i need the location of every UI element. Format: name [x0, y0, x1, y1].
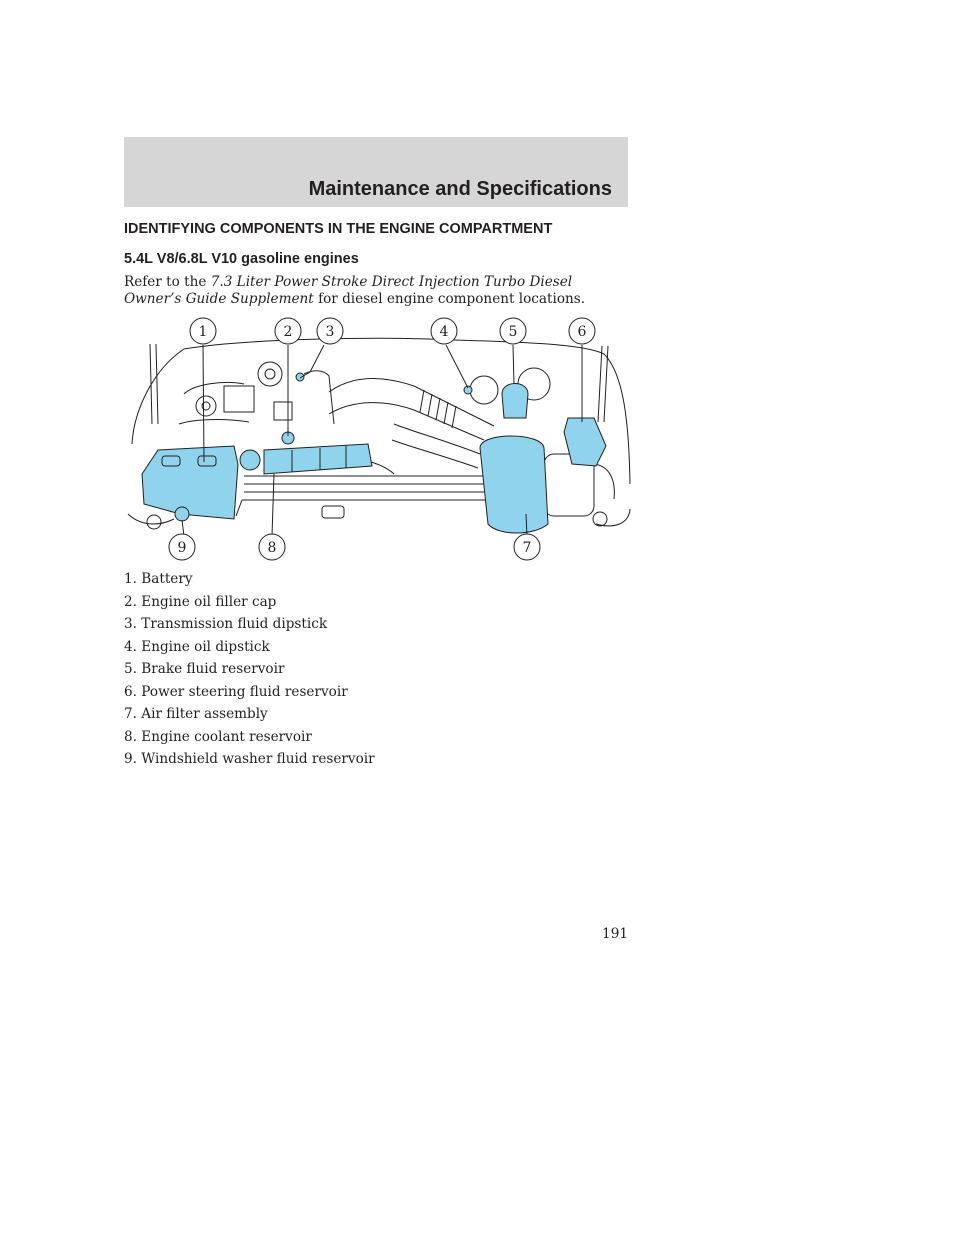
callout-7-label: 7 [522, 540, 532, 556]
page-section-title: Maintenance and Specifications [308, 178, 612, 200]
legend-item: 8. Engine coolant reservoir [124, 728, 312, 745]
callout-8-label: 8 [267, 540, 277, 556]
coolant-cap-highlight [240, 450, 260, 470]
callout-5-label: 5 [508, 324, 518, 340]
intro-paragraph [124, 274, 628, 308]
legend-item: 7. Air filter assembly [124, 706, 268, 722]
legend-item: 6. Power steering fluid reservoir [124, 683, 348, 700]
legend-item: 9. Windshield washer fluid reservoir [124, 751, 375, 767]
callout-3-label: 3 [325, 324, 335, 340]
intro-supplement-title: 7.3 Liter Power Stroke Direct Injection Turbo Diesel Owner’s Guide Supplement [124, 274, 573, 307]
header-band [124, 137, 628, 207]
intro-text-end: for diesel engine component locations. [313, 291, 586, 307]
sub-heading: 5.4L V8/6.8L V10 gasoline engines [124, 251, 359, 267]
legend-item: 1. Battery [124, 571, 193, 587]
brake-reservoir-highlight [502, 384, 528, 419]
battery-highlight [142, 446, 238, 519]
coolant-reservoir-highlight [264, 444, 372, 474]
transmission-dipstick-highlight [296, 373, 304, 381]
legend-item: 4. Engine oil dipstick [124, 638, 270, 655]
engine-compartment-illustration [124, 314, 632, 566]
page-number: 191 [602, 926, 628, 942]
air-filter-highlight [480, 436, 548, 533]
legend-item: 3. Transmission fluid dipstick [124, 616, 328, 632]
callout-6-label: 6 [577, 324, 587, 340]
legend-item: 2. Engine oil filler cap [124, 593, 277, 610]
callout-9-label: 9 [177, 540, 187, 556]
intro-text-start: Refer to the [124, 274, 211, 290]
callout-2-label: 2 [283, 324, 293, 340]
section-heading: IDENTIFYING COMPONENTS IN THE ENGINE COMPARTMENT [124, 221, 553, 237]
component-legend [124, 571, 375, 774]
power-steering-reservoir-highlight [564, 418, 606, 466]
legend-item: 5. Brake fluid reservoir [124, 661, 285, 677]
callout-1-label: 1 [198, 324, 208, 340]
washer-fluid-highlight [175, 507, 189, 521]
callout-4-label: 4 [439, 324, 449, 340]
